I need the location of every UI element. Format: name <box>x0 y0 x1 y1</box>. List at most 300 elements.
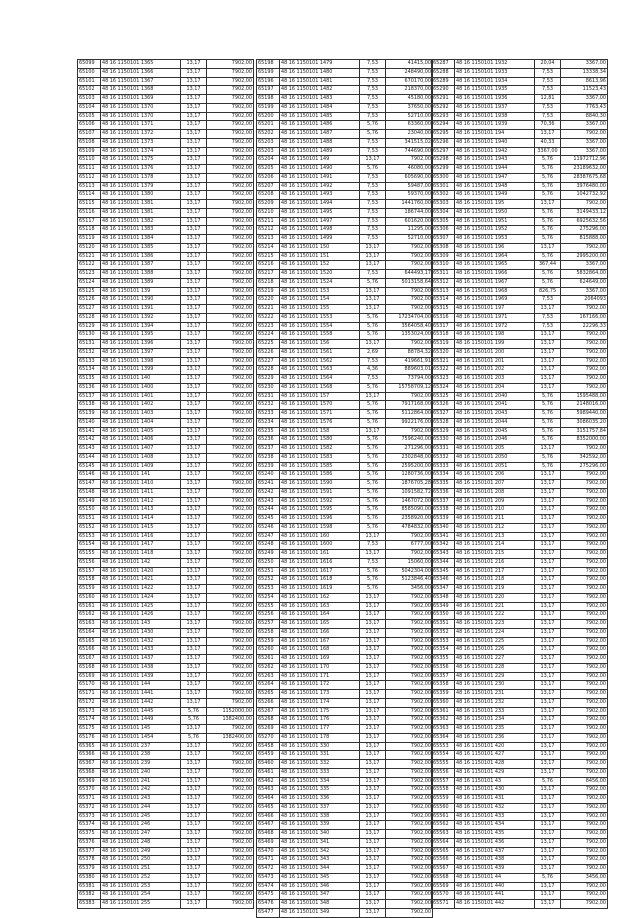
amount-cell: 7902,00 <box>207 270 254 279</box>
rate-cell: 5,76 <box>535 252 561 261</box>
rate-cell: 13,17 <box>181 121 207 130</box>
amount-cell: 1042732,92 <box>561 191 608 200</box>
rate-cell: 5,76 <box>360 585 386 594</box>
table-row <box>78 803 254 812</box>
amount-cell: 7902,00 <box>207 865 254 874</box>
table-row <box>257 690 433 699</box>
account-code-cell: 48 16 1150101 1381 <box>101 208 181 217</box>
rate-cell: 13,17 <box>181 506 207 515</box>
rate-cell: 7,53 <box>360 173 386 182</box>
row-id-cell: 65303 <box>432 200 455 209</box>
table-row <box>78 261 254 270</box>
table-row <box>78 733 254 742</box>
amount-cell: 7902,00 <box>207 313 254 322</box>
account-code-cell: 48 16 1150101 176 <box>280 716 360 725</box>
table-row <box>257 611 433 620</box>
row-id-cell: 65294 <box>432 121 455 130</box>
account-code-cell: 48 16 1150101 341 <box>280 838 360 847</box>
amount-cell: 7902,00 <box>561 891 608 900</box>
table-row <box>78 786 254 795</box>
account-code-cell: 48 16 1150101 152 <box>280 261 360 270</box>
table-row <box>78 60 254 69</box>
amount-cell: 7902,00 <box>207 436 254 445</box>
table-row <box>432 550 608 559</box>
amount-cell: 7902,00 <box>207 585 254 594</box>
table-row <box>257 453 433 462</box>
table-row <box>432 768 608 777</box>
rate-cell: 5,76 <box>360 322 386 331</box>
rate-cell: 13,17 <box>360 637 386 646</box>
amount-cell: 7902,00 <box>561 628 608 637</box>
rate-cell: 13,17 <box>360 856 386 865</box>
account-code-cell: 48 16 1150101 335 <box>280 786 360 795</box>
amount-cell: 3149433,12 <box>561 208 608 217</box>
row-id-cell: 65348 <box>432 593 455 602</box>
account-code-cell: 48 16 1150101 1365 <box>101 60 181 69</box>
account-code-cell: 48 16 1150101 243 <box>101 795 181 804</box>
rate-cell: 7,53 <box>535 313 561 322</box>
amount-cell: 7902,00 <box>386 821 433 830</box>
account-code-cell: 48 16 1150101 1397 <box>101 348 181 357</box>
row-id-cell: 65160 <box>78 593 101 602</box>
rate-cell: 7,53 <box>360 235 386 244</box>
account-code-cell: 48 16 1150101 1498 <box>280 226 360 235</box>
account-code-cell: 48 16 1150101 1409 <box>101 462 181 471</box>
amount-cell: 7902,00 <box>207 873 254 882</box>
table-row <box>432 707 608 716</box>
table-row <box>78 480 254 489</box>
amount-cell: 7902,00 <box>207 506 254 515</box>
account-code-cell: 48 16 1150101 1554 <box>280 322 360 331</box>
rate-cell: 13,17 <box>360 821 386 830</box>
amount-cell: 624649,00 <box>561 278 608 287</box>
account-code-cell: 48 16 1150101 1585 <box>280 462 360 471</box>
rate-cell: 13,17 <box>181 305 207 314</box>
amount-cell: 601620,00 <box>386 217 433 226</box>
account-code-cell: 48 16 1150101 1494 <box>280 200 360 209</box>
row-id-cell: 65375 <box>78 830 101 839</box>
account-code-cell: 48 16 1150101 346 <box>280 882 360 891</box>
account-code-cell: 48 16 1150101 1439 <box>101 672 181 681</box>
amount-cell: 7902,00 <box>207 628 254 637</box>
row-id-cell: 65328 <box>432 418 455 427</box>
rate-cell: 13,17 <box>181 803 207 812</box>
account-code-cell: 48 16 1150101 1952 <box>455 226 535 235</box>
rate-cell: 13,17 <box>360 611 386 620</box>
rate-cell: 13,17 <box>181 462 207 471</box>
account-code-cell: 48 16 1150101 239 <box>101 760 181 769</box>
rate-cell: 13,17 <box>360 786 386 795</box>
rate-cell: 13,17 <box>181 340 207 349</box>
account-code-cell: 48 16 1150101 221 <box>455 602 535 611</box>
rate-cell: 13,17 <box>535 681 561 690</box>
table-row <box>432 453 608 462</box>
amount-cell: 9922176,00 <box>386 418 433 427</box>
row-id-cell: 65211 <box>257 217 280 226</box>
row-id-cell: 65223 <box>257 322 280 331</box>
account-code-cell: 48 16 1150101 209 <box>455 497 535 506</box>
row-id-cell: 65383 <box>78 900 101 909</box>
table-row <box>432 331 608 340</box>
row-id-cell: 65244 <box>257 506 280 515</box>
amount-cell: 22296,33 <box>561 322 608 331</box>
row-id-cell: 65364 <box>432 733 455 742</box>
row-id-cell: 65461 <box>257 768 280 777</box>
table-row <box>78 532 254 541</box>
table-row <box>78 401 254 410</box>
account-code-cell: 48 16 1150101 1935 <box>455 86 535 95</box>
rate-cell: 2,69 <box>360 348 386 357</box>
account-code-cell: 48 16 1150101 2050 <box>455 453 535 462</box>
amount-cell: 1353024,00 <box>386 331 433 340</box>
account-code-cell: 48 16 1150101 1948 <box>455 182 535 191</box>
table-row <box>432 515 608 524</box>
row-id-cell: 65106 <box>78 121 101 130</box>
rate-cell: 5,76 <box>535 392 561 401</box>
row-id-cell: 65329 <box>432 427 455 436</box>
amount-cell: 3367,00 <box>561 138 608 147</box>
row-id-cell: 65148 <box>78 488 101 497</box>
table-row <box>257 235 433 244</box>
rate-cell: 13,17 <box>181 882 207 891</box>
amount-cell: 5832864,00 <box>561 270 608 279</box>
table-row <box>257 558 433 567</box>
rate-cell: 13,17 <box>535 847 561 856</box>
rate-cell: 13,17 <box>535 506 561 515</box>
row-id-cell: 65206 <box>257 173 280 182</box>
row-id-cell: 65257 <box>257 620 280 629</box>
account-code-cell: 48 16 1150101 1936 <box>455 95 535 104</box>
table-row <box>78 173 254 182</box>
amount-cell: 7902,00 <box>386 305 433 314</box>
row-id-cell: 65306 <box>432 226 455 235</box>
table-column-1 <box>77 59 254 909</box>
table-row <box>432 812 608 821</box>
rate-cell: 13,17 <box>181 812 207 821</box>
table-row <box>78 768 254 777</box>
table-row <box>78 313 254 322</box>
table-row <box>78 541 254 550</box>
table-row <box>432 576 608 585</box>
row-id-cell: 65326 <box>432 401 455 410</box>
table-row <box>78 523 254 532</box>
account-code-cell: 48 16 1150101 2044 <box>455 418 535 427</box>
account-code-cell: 48 16 1150101 214 <box>455 541 535 550</box>
rate-cell: 13,17 <box>535 742 561 751</box>
amount-cell: 7902,00 <box>561 243 608 252</box>
rate-cell: 13,17 <box>181 348 207 357</box>
account-code-cell: 48 16 1150101 2051 <box>455 462 535 471</box>
rate-cell: 13,17 <box>181 270 207 279</box>
rate-cell: 13,17 <box>360 847 386 856</box>
row-id-cell: 65164 <box>78 628 101 637</box>
account-code-cell: 48 16 1150101 1600 <box>280 541 360 550</box>
rate-cell: 5,76 <box>535 410 561 419</box>
account-code-cell: 48 16 1150101 213 <box>455 532 535 541</box>
row-id-cell: 65121 <box>78 252 101 261</box>
account-code-cell: 48 16 1150101 429 <box>455 768 535 777</box>
amount-cell: 7902,00 <box>386 847 433 856</box>
row-id-cell: 65316 <box>432 313 455 322</box>
table-row <box>78 891 254 900</box>
row-id-cell: 65353 <box>432 637 455 646</box>
table-row <box>78 445 254 454</box>
amount-cell: 11523,43 <box>561 86 608 95</box>
rate-cell: 13,17 <box>181 593 207 602</box>
table-row <box>78 375 254 384</box>
table-row <box>432 243 608 252</box>
table-row <box>257 165 433 174</box>
table-row <box>432 733 608 742</box>
row-id-cell: 65346 <box>432 576 455 585</box>
row-id-cell: 65174 <box>78 716 101 725</box>
account-code-cell: 48 16 1150101 2045 <box>455 427 535 436</box>
table-row <box>432 340 608 349</box>
row-id-cell: 65460 <box>257 760 280 769</box>
account-code-cell: 48 16 1150101 1374 <box>101 147 181 156</box>
row-id-cell: 65243 <box>257 497 280 506</box>
table-row <box>432 760 608 769</box>
row-id-cell: 65117 <box>78 217 101 226</box>
rate-cell: 13,17 <box>181 296 207 305</box>
account-code-cell: 48 16 1150101 1966 <box>455 270 535 279</box>
row-id-cell: 65130 <box>78 331 101 340</box>
amount-cell: 7902,00 <box>207 768 254 777</box>
row-id-cell: 65251 <box>257 567 280 576</box>
amount-cell: 7902,00 <box>207 252 254 261</box>
table-row <box>78 278 254 287</box>
row-id-cell: 65559 <box>432 795 455 804</box>
row-id-cell: 65308 <box>432 243 455 252</box>
row-id-cell: 65560 <box>432 803 455 812</box>
row-id-cell: 65264 <box>257 681 280 690</box>
account-code-cell: 48 16 1150101 1947 <box>455 173 535 182</box>
rate-cell: 13,17 <box>360 690 386 699</box>
table-row <box>432 593 608 602</box>
rate-cell: 13,17 <box>535 576 561 585</box>
amount-cell: 7902,00 <box>561 445 608 454</box>
account-code-cell: 48 16 1150101 343 <box>280 856 360 865</box>
account-code-cell: 48 16 1150101 249 <box>101 847 181 856</box>
table-row <box>257 541 433 550</box>
table-row <box>78 672 254 681</box>
amount-cell: 7902,00 <box>561 742 608 751</box>
row-id-cell: 65241 <box>257 480 280 489</box>
rate-cell: 13,17 <box>181 777 207 786</box>
row-id-cell: 65335 <box>432 480 455 489</box>
amount-cell: 7902,00 <box>207 856 254 865</box>
account-code-cell: 48 16 1150101 174 <box>280 698 360 707</box>
amount-cell: 7902,00 <box>207 663 254 672</box>
amount-cell: 167166,00 <box>561 313 608 322</box>
table-row <box>78 147 254 156</box>
amount-cell: 7902,00 <box>561 471 608 480</box>
account-code-cell: 48 16 1150101 207 <box>455 480 535 489</box>
rate-cell: 13,17 <box>181 313 207 322</box>
account-code-cell: 48 16 1150101 1570 <box>280 401 360 410</box>
amount-cell: 7902,00 <box>561 611 608 620</box>
amount-cell: 3564058,40 <box>386 322 433 331</box>
account-code-cell: 48 16 1150101 196 <box>455 243 535 252</box>
table-row <box>78 366 254 375</box>
amount-cell: 7902,00 <box>561 681 608 690</box>
table-row <box>257 156 433 165</box>
amount-cell: 7902,00 <box>207 637 254 646</box>
rate-cell: 13,17 <box>360 725 386 734</box>
amount-cell: 7902,00 <box>386 865 433 874</box>
table-row <box>432 270 608 279</box>
table-row <box>257 200 433 209</box>
table-row <box>432 427 608 436</box>
account-code-cell: 48 16 1150101 1616 <box>280 558 360 567</box>
row-id-cell: 65103 <box>78 95 101 104</box>
amount-cell: 7902,00 <box>561 497 608 506</box>
account-code-cell: 48 16 1150101 1493 <box>280 191 360 200</box>
amount-cell: 7902,00 <box>207 182 254 191</box>
rate-cell: 13,17 <box>181 742 207 751</box>
account-code-cell: 48 16 1150101 1408 <box>101 453 181 462</box>
table-row <box>78 165 254 174</box>
row-id-cell: 65553 <box>432 742 455 751</box>
amount-cell: 5112864,00 <box>386 410 433 419</box>
amount-cell: 7902,00 <box>561 768 608 777</box>
account-code-cell: 48 16 1150101 230 <box>455 681 535 690</box>
rate-cell: 13,17 <box>535 611 561 620</box>
amount-cell: 7902,00 <box>207 515 254 524</box>
rate-cell: 5,76 <box>360 121 386 130</box>
row-id-cell: 65258 <box>257 628 280 637</box>
row-id-cell: 65270 <box>257 733 280 742</box>
amount-cell: 11972712,96 <box>561 156 608 165</box>
amount-cell: 7902,00 <box>207 541 254 550</box>
row-id-cell: 65131 <box>78 340 101 349</box>
table-row <box>257 760 433 769</box>
rate-cell: 40,33 <box>535 138 561 147</box>
row-id-cell: 65366 <box>78 751 101 760</box>
table-row <box>432 95 608 104</box>
table-row <box>257 401 433 410</box>
table-row <box>257 243 433 252</box>
row-id-cell: 65172 <box>78 698 101 707</box>
row-id-cell: 65332 <box>432 453 455 462</box>
table-row <box>78 497 254 506</box>
table-row <box>257 488 433 497</box>
row-id-cell: 65555 <box>432 760 455 769</box>
row-id-cell: 65229 <box>257 375 280 384</box>
amount-cell: 248490,00 <box>386 68 433 77</box>
rate-cell: 5,76 <box>535 418 561 427</box>
row-id-cell: 65352 <box>432 628 455 637</box>
row-id-cell: 65129 <box>78 322 101 331</box>
account-code-cell: 48 16 1150101 1422 <box>101 585 181 594</box>
account-code-cell: 48 16 1150101 1413 <box>101 506 181 515</box>
amount-cell: 7902,00 <box>561 716 608 725</box>
account-code-cell: 48 16 1150101 1486 <box>280 121 360 130</box>
row-id-cell: 65215 <box>257 252 280 261</box>
account-code-cell: 48 16 1150101 1939 <box>455 121 535 130</box>
rate-cell: 5,76 <box>535 217 561 226</box>
rate-cell: 13,17 <box>360 891 386 900</box>
account-code-cell: 48 16 1150101 1564 <box>280 375 360 384</box>
row-id-cell: 65350 <box>432 611 455 620</box>
table-row <box>432 445 608 454</box>
rate-cell: 13,17 <box>535 585 561 594</box>
rate-cell: 13,17 <box>360 427 386 436</box>
rate-cell: 7,53 <box>360 95 386 104</box>
amount-cell: 7902,00 <box>386 742 433 751</box>
account-code-cell: 48 16 1150101 141 <box>101 471 181 480</box>
row-id-cell: 65248 <box>257 541 280 550</box>
table-row <box>257 900 433 909</box>
row-id-cell: 65357 <box>432 672 455 681</box>
table-row <box>432 541 608 550</box>
account-code-cell: 48 16 1150101 242 <box>101 786 181 795</box>
account-code-cell: 48 16 1150101 154 <box>280 296 360 305</box>
rate-cell: 13,17 <box>535 523 561 532</box>
account-code-cell: 48 16 1150101 2041 <box>455 401 535 410</box>
table-row <box>432 882 608 891</box>
rate-cell: 13,17 <box>181 488 207 497</box>
amount-cell: 7902,00 <box>207 401 254 410</box>
table-column-2 <box>256 59 433 918</box>
rate-cell: 13,17 <box>181 217 207 226</box>
amount-cell: 7902,00 <box>386 768 433 777</box>
amount-cell: 3976480,00 <box>561 182 608 191</box>
rate-cell: 5,76 <box>360 480 386 489</box>
rate-cell: 13,17 <box>181 497 207 506</box>
row-id-cell: 65124 <box>78 278 101 287</box>
amount-cell: 341515,02 <box>386 138 433 147</box>
account-code-cell: 48 16 1150101 420 <box>455 742 535 751</box>
rate-cell: 13,17 <box>360 838 386 847</box>
table-row <box>78 760 254 769</box>
row-id-cell: 65126 <box>78 296 101 305</box>
row-id-cell: 65476 <box>257 900 280 909</box>
account-code-cell: 48 16 1150101 1562 <box>280 357 360 366</box>
table-row <box>78 873 254 882</box>
row-id-cell: 65102 <box>78 86 101 95</box>
rate-cell: 13,17 <box>181 243 207 252</box>
row-id-cell: 65157 <box>78 567 101 576</box>
rate-cell: 5,76 <box>535 235 561 244</box>
rate-cell: 13,17 <box>181 226 207 235</box>
amount-cell: 7902,00 <box>561 541 608 550</box>
amount-cell: 5123846,40 <box>386 576 433 585</box>
table-row <box>432 261 608 270</box>
table-row <box>257 103 433 112</box>
row-id-cell: 65339 <box>432 515 455 524</box>
row-id-cell: 65289 <box>432 77 455 86</box>
account-code-cell: 48 16 1150101 1406 <box>101 436 181 445</box>
rate-cell: 13,17 <box>535 663 561 672</box>
rate-cell: 13,17 <box>535 856 561 865</box>
amount-cell: 6925632,56 <box>561 217 608 226</box>
rate-cell: 13,17 <box>181 628 207 637</box>
row-id-cell: 65325 <box>432 392 455 401</box>
account-code-cell: 48 16 1150101 1401 <box>101 392 181 401</box>
account-code-cell: 48 16 1150101 142 <box>101 558 181 567</box>
table-row <box>432 418 608 427</box>
account-code-cell: 48 16 1150101 1944 <box>455 165 535 174</box>
rate-cell: 7,53 <box>360 191 386 200</box>
row-id-cell: 65254 <box>257 593 280 602</box>
row-id-cell: 65166 <box>78 646 101 655</box>
account-code-cell: 48 16 1150101 333 <box>280 768 360 777</box>
row-id-cell: 65463 <box>257 786 280 795</box>
table-row <box>257 716 433 725</box>
table-row <box>78 200 254 209</box>
amount-cell: 7902,00 <box>386 690 433 699</box>
